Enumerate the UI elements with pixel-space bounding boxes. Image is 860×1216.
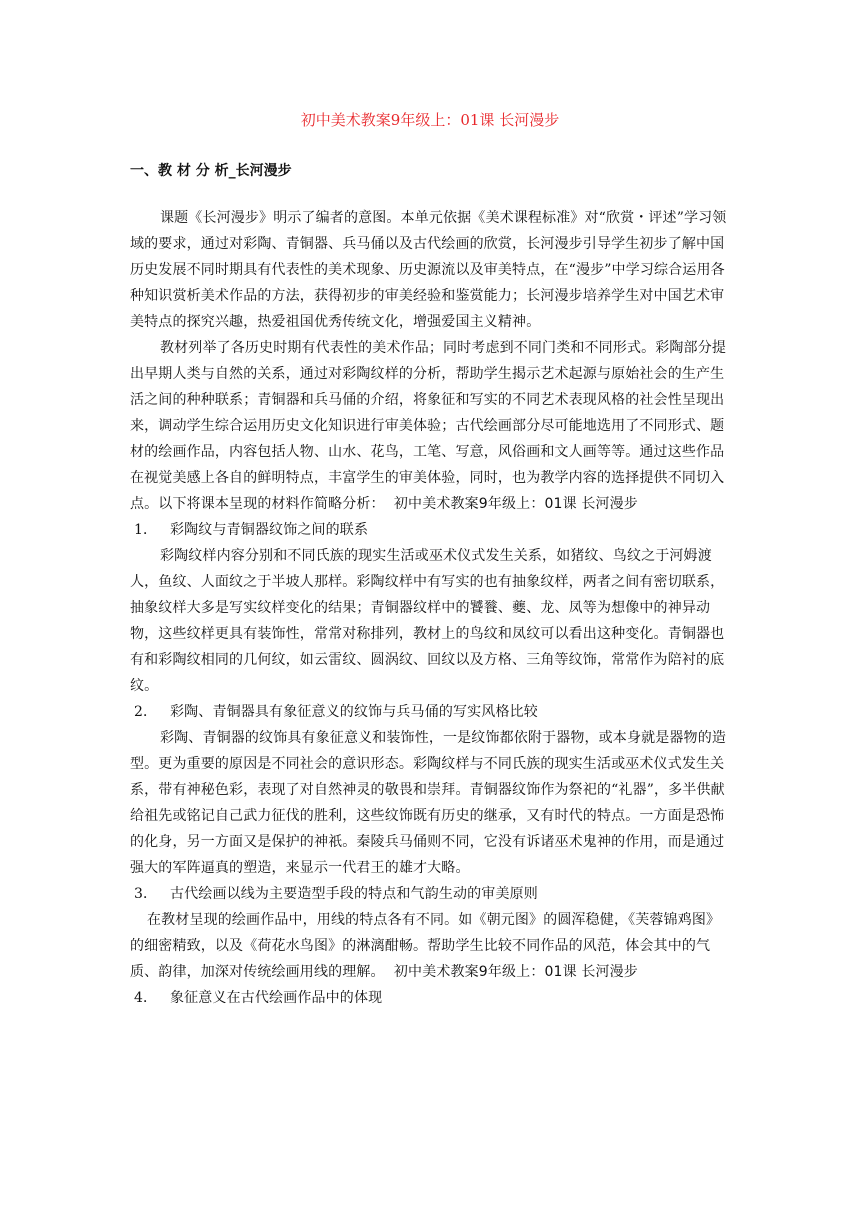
paragraph-materials-text: 教材列举了各历史时期有代表性的美术作品；同时考虑到不同门类和不同形式。彩陶部分提出早期人类与自然的关系，通过对彩陶纹样的分析，帮助学生揭示艺术起源与原始社会的生产生活之间的种种联系；青铜器和兵马俑的介绍，将象征和写实的不同艺术表现风格的社会性呈现出来，调动学生综合运用历史文化知识进行审美体验；古代绘画部分尽可能地选用了不同形式、题材的绘画作品，内容包括人物、山水、花鸟，工笔、写意，风俗画和文人画等等。通过这些作品在视觉美感上各自的鲜明特点，丰富学生的审美体验，同时，也为教学内容的选择提供不同切入点。以下将课本呈现的材料作简略分析： [130, 340, 726, 512]
list-item-number: 2． [134, 704, 158, 720]
paragraph-materials [130, 335, 730, 517]
paragraph-pottery [130, 543, 730, 699]
list-item-title: 古代绘画以线为主要造型手段的特点和气韵生动的审美原则 [170, 886, 538, 902]
list-item-number: 4． [134, 990, 158, 1006]
list-item-title: 象征意义在古代绘画作品中的体现 [170, 990, 383, 1006]
paragraph-symbolism [130, 725, 730, 881]
list-item-title: 彩陶、青铜器具有象征意义的纹饰与兵马俑的写实风格比较 [170, 704, 538, 720]
document-body [130, 205, 730, 1011]
list-item-heading-1 [130, 517, 730, 543]
paragraph-symbolism-text: 彩陶、青铜器的纹饰具有象征意义和装饰性，一是纹饰都依附于器物，或本身就是器物的造型。更为重要的原因是不同社会的意识形态。彩陶纹样与不同氏族的现实生活或巫术仪式发生关系，带有神秘色彩，表现了对自然神灵的敬畏和崇拜。青铜器纹饰作为祭祀的“礼器”，多半供献给祖先或铭记自己武力征伐的胜利，这些纹饰既有历史的继承，又有时代的特点。一方面是恐怖的化身，另一方面又是保护的神祇。秦陵兵马俑则不同，它没有诉诸巫术鬼神的作用，而是通过强大的军阵逼真的塑造，来显示一代君王的雄才大略。 [130, 730, 726, 876]
paragraph-painting-text: 在教材呈现的绘画作品中，用线的特点各有不同。如《朝元图》的圆浑稳健，《芙蓉锦鸡图》的细密精致，以及《荷花水鸟图》的淋漓酣畅。帮助学生比较不同作品的风范，体会其中的气质、韵律，加深对传统绘画用线的理解。 [130, 912, 721, 980]
section-heading: 一、教 材 分 析_长河漫步 [130, 163, 292, 179]
inline-course-reference: 初中美术教案9年级上：01课 长河漫步 [393, 496, 638, 512]
list-item-number: 1． [134, 522, 158, 538]
list-item-heading-3 [130, 881, 730, 907]
list-item-title: 彩陶纹与青铜器纹饰之间的联系 [170, 522, 369, 538]
document-title: 初中美术教案9年级上：01课 长河漫步 [300, 111, 560, 129]
list-item-number: 3． [134, 886, 158, 902]
paragraph-pottery-text: 彩陶纹样内容分别和不同氏族的现实生活或巫术仪式发生关系，如猪纹、鸟纹之于河姆渡人，鱼纹、人面纹之于半坡人那样。彩陶纹样中有写实的也有抽象纹样，两者之间有密切联系，抽象纹样大多是写实纹样变化的结果；青铜器纹样中的饕餮、夔、龙、凤等为想像中的神异动物，这些纹样更具有装饰性，常常对称排列，教材上的鸟纹和凤纹可以看出这种变化。青铜器也有和彩陶纹相同的几何纹，如云雷纹、圆涡纹、回纹以及方格、三角等纹饰，常常作为陪衬的底纹。 [130, 548, 725, 694]
paragraph-intro [130, 205, 730, 335]
paragraph-painting [130, 907, 730, 985]
inline-course-reference: 初中美术教案9年级上：01课 长河漫步 [393, 964, 638, 980]
list-item-heading-2 [130, 699, 730, 725]
list-item-heading-4 [130, 985, 730, 1011]
paragraph-intro-text: 课题《长河漫步》明示了编者的意图。本单元依据《美术课程标准》对“欣赏・评述”学习领域的要求，通过对彩陶、青铜器、兵马俑以及古代绘画的欣赏，长河漫步引导学生初步了解中国历史发展不同时期具有代表性的美术现象、历史源流以及审美特点，在“漫步”中学习综合运用各种知识赏析美术作品的方法，获得初步的审美经验和鉴赏能力；长河漫步培养学生对中国艺术审美特点的探究兴趣，热爱祖国优秀传统文化，增强爱国主义精神。 [130, 210, 727, 330]
